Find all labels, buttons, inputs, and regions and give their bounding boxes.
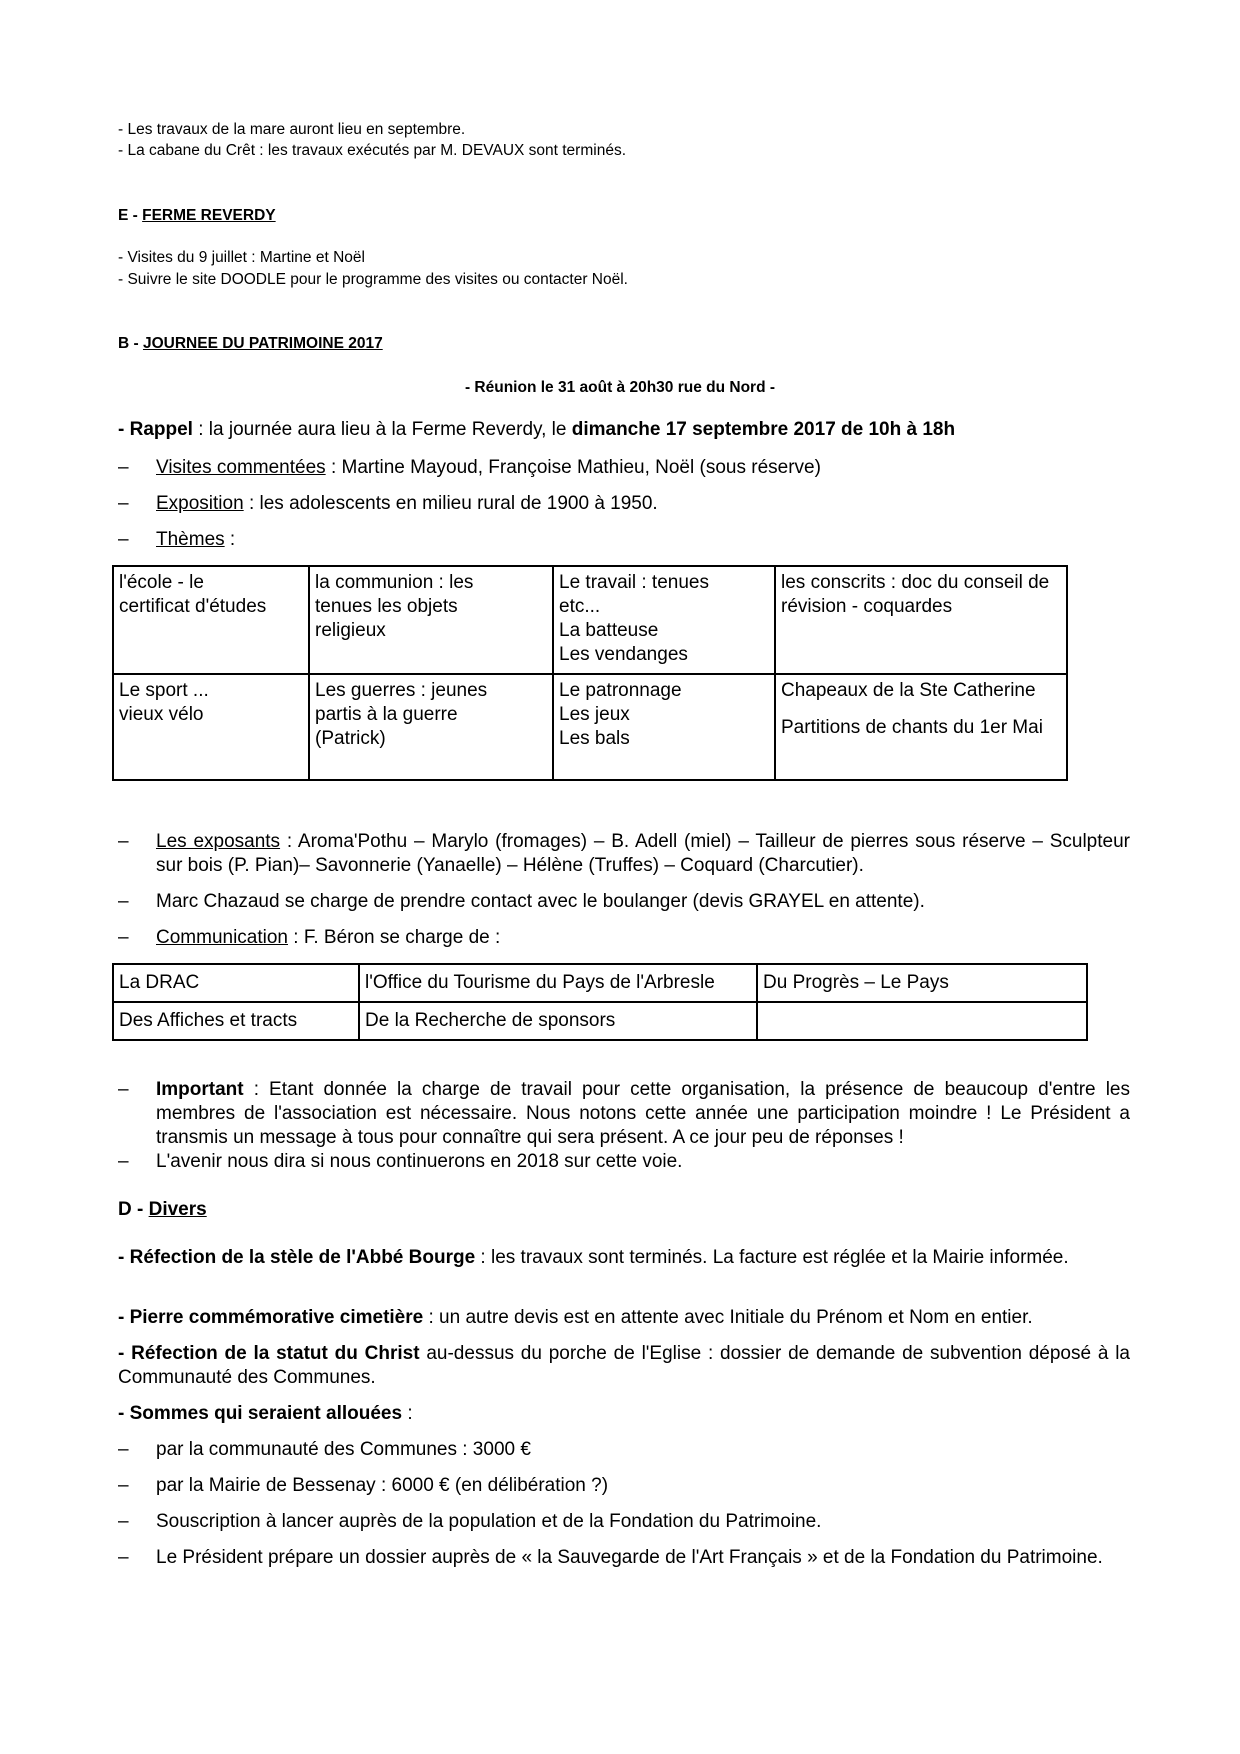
exposition-label: Exposition xyxy=(156,493,244,514)
theme-line: Les bals xyxy=(559,728,630,749)
communication-row xyxy=(113,964,1087,1002)
theme-line: Le patronnage xyxy=(559,680,682,701)
communication-label: Communication xyxy=(156,927,288,948)
exposants-item xyxy=(156,830,1130,878)
themes-row xyxy=(113,566,1067,674)
meeting-line: - Réunion le 31 août à 20h30 rue du Nord - xyxy=(464,379,776,396)
mare-line: - Les travaux de la mare auront lieu en septembre. xyxy=(118,121,466,138)
dash-bullet: – xyxy=(118,1151,129,1172)
stele-text: : les travaux sont terminés. La facture est réglée et la Mairie informée. xyxy=(475,1247,1069,1268)
rappel-line xyxy=(118,418,955,442)
exposants-text: : Aroma'Pothu – Marylo (fromages) – B. Adell (miel) – Tailleur de pierres sous réserve – Sculpteur sur bois (P. Pian)– Savonnerie (Yanaelle) – Hélène (Truffes) – Coquard (Charcutier). xyxy=(156,831,1130,876)
theme-line: Chapeaux de la Ste Catherine xyxy=(781,680,1036,701)
section-e-title: FERME REVERDY xyxy=(142,207,276,224)
section-e-prefix: E - xyxy=(118,207,143,224)
visites-label: Visites commentées xyxy=(156,457,326,478)
allocation-item: Le Président prépare un dossier auprès de « la Sauvegarde de l'Art Français » et de la Fondation du Patrimoine. xyxy=(156,1547,1103,1568)
theme-cell xyxy=(775,566,1067,674)
theme-cell xyxy=(309,566,553,674)
section-b-heading xyxy=(118,334,383,354)
communication-cell: Du Progrès – Le Pays xyxy=(757,964,1087,1002)
theme-line: partis à la guerre xyxy=(315,704,458,725)
dash-bullet: – xyxy=(118,529,129,550)
theme-line: Les vendanges xyxy=(559,644,688,665)
communication-cell: De la Recherche de sponsors xyxy=(359,1002,757,1040)
section-e-heading xyxy=(118,206,276,226)
communication-cell: l'Office du Tourisme du Pays de l'Arbresle xyxy=(359,964,757,1002)
theme-line: les conscrits : doc du conseil de xyxy=(781,572,1050,593)
themes-label: Thèmes xyxy=(156,529,225,550)
themes-text: : xyxy=(224,529,236,550)
visites-text: : Martine Mayoud, Françoise Mathieu, Noël (sous réserve) xyxy=(325,457,821,478)
theme-line: Les jeux xyxy=(559,704,630,725)
theme-cell xyxy=(553,674,775,780)
theme-line: la communion : les xyxy=(315,572,474,593)
rappel-date: dimanche 17 septembre 2017 de 10h à 18h xyxy=(571,419,956,440)
theme-line: (Patrick) xyxy=(315,728,386,749)
communication-item xyxy=(156,926,1130,950)
dash-bullet: – xyxy=(118,1475,129,1496)
pierre-label: - Pierre commémorative cimetière xyxy=(118,1307,424,1328)
allocation-item: par la Mairie de Bessenay : 6000 € (en délibération ?) xyxy=(156,1475,609,1496)
exposants-label: Les exposants xyxy=(156,831,281,852)
pierre-text: : un autre devis est en attente avec Initiale du Prénom et Nom en entier. xyxy=(423,1307,1033,1328)
dash-bullet: – xyxy=(118,1439,129,1460)
stele-paragraph xyxy=(118,1246,1130,1270)
communication-table xyxy=(112,963,1088,1041)
avenir-item: L'avenir nous dira si nous continuerons en 2018 sur cette voie. xyxy=(156,1151,683,1172)
theme-cell xyxy=(113,566,309,674)
sommes-text: : xyxy=(402,1403,413,1424)
chazaud-item: Marc Chazaud se charge de prendre contact avec le boulanger (devis GRAYEL en attente). xyxy=(156,891,925,912)
dash-bullet: – xyxy=(118,493,129,514)
communication-cell: Des Affiches et tracts xyxy=(113,1002,359,1040)
communication-text: : F. Béron se charge de : xyxy=(288,927,501,948)
sommes-label: - Sommes qui seraient allouées xyxy=(118,1403,403,1424)
allocation-item: Souscription à lancer auprès de la population et de la Fondation du Patrimoine. xyxy=(156,1511,822,1532)
theme-line: Le sport ... xyxy=(119,680,209,701)
theme-line: l'école - le xyxy=(119,572,204,593)
sommes-paragraph xyxy=(118,1402,1130,1426)
dash-bullet: – xyxy=(118,1079,129,1100)
section-b-title: JOURNEE DU PATRIMOINE 2017 xyxy=(142,335,383,352)
rappel-text: : la journée aura lieu à la Ferme Reverdy, le xyxy=(192,419,572,440)
section-d-prefix: D - xyxy=(118,1199,149,1220)
section-b-prefix: B - xyxy=(118,335,143,352)
pierre-paragraph xyxy=(118,1306,1130,1330)
section-d-heading xyxy=(118,1198,207,1222)
allocation-item: par la communauté des Communes : 3000 € xyxy=(156,1439,531,1460)
visites-item xyxy=(156,456,1130,480)
theme-line: Le travail : tenues xyxy=(559,572,709,593)
theme-line: tenues les objets xyxy=(315,596,458,617)
theme-cell xyxy=(775,674,1067,780)
dash-bullet: – xyxy=(118,1547,129,1568)
theme-line: religieux xyxy=(315,620,386,641)
dash-bullet: – xyxy=(118,891,129,912)
theme-line: certificat d'études xyxy=(119,596,267,617)
cabane-line: - La cabane du Crêt : les travaux exécutés par M. DEVAUX sont terminés. xyxy=(118,142,626,159)
theme-line: Partitions de chants du 1er Mai xyxy=(781,717,1043,738)
themes-item xyxy=(156,528,1130,552)
communication-row xyxy=(113,1002,1087,1040)
communication-cell: La DRAC xyxy=(113,964,359,1002)
dash-bullet: – xyxy=(118,927,129,948)
christ-label: - Réfection de la statut du Christ xyxy=(118,1343,420,1364)
dash-bullet: – xyxy=(118,457,129,478)
exposition-item xyxy=(156,492,1130,516)
stele-label: - Réfection de la stèle de l'Abbé Bourge xyxy=(118,1247,476,1268)
theme-line: La batteuse xyxy=(559,620,659,641)
theme-cell xyxy=(553,566,775,674)
section-d-title: Divers xyxy=(148,1199,207,1220)
rappel-label: - Rappel xyxy=(118,419,193,440)
dash-bullet: – xyxy=(118,1511,129,1532)
dash-bullet: – xyxy=(118,831,129,852)
theme-line: etc... xyxy=(559,596,601,617)
important-text: : Etant donnée la charge de travail pour cette organisation, la présence de beaucoup d'entre les membres de l'association est nécessaire. Nous notons cette année une participation moindre ! Le Président a transmis un message à tous pour connaître qui sera présent. A ce jour peu de réponses ! xyxy=(156,1079,1130,1148)
theme-cell xyxy=(309,674,553,780)
christ-text: au-dessus du porche de l'Eglise : dossier de demande de subvention déposé à la Communauté des Communes. xyxy=(118,1343,1130,1388)
doodle-line: - Suivre le site DOODLE pour le programme des visites ou contacter Noël. xyxy=(118,271,628,288)
exposition-text: : les adolescents en milieu rural de 1900 à 1950. xyxy=(243,493,658,514)
theme-cell xyxy=(113,674,309,780)
theme-line: vieux vélo xyxy=(119,704,204,725)
themes-table xyxy=(112,565,1068,781)
christ-paragraph xyxy=(118,1342,1130,1390)
communication-cell xyxy=(757,1002,1087,1040)
theme-line: révision - coquardes xyxy=(781,596,953,617)
visites-juillet-line: - Visites du 9 juillet : Martine et Noël xyxy=(118,249,365,266)
themes-row xyxy=(113,674,1067,780)
theme-line: Les guerres : jeunes xyxy=(315,680,488,701)
important-label: Important xyxy=(156,1079,244,1100)
important-item xyxy=(156,1078,1130,1150)
